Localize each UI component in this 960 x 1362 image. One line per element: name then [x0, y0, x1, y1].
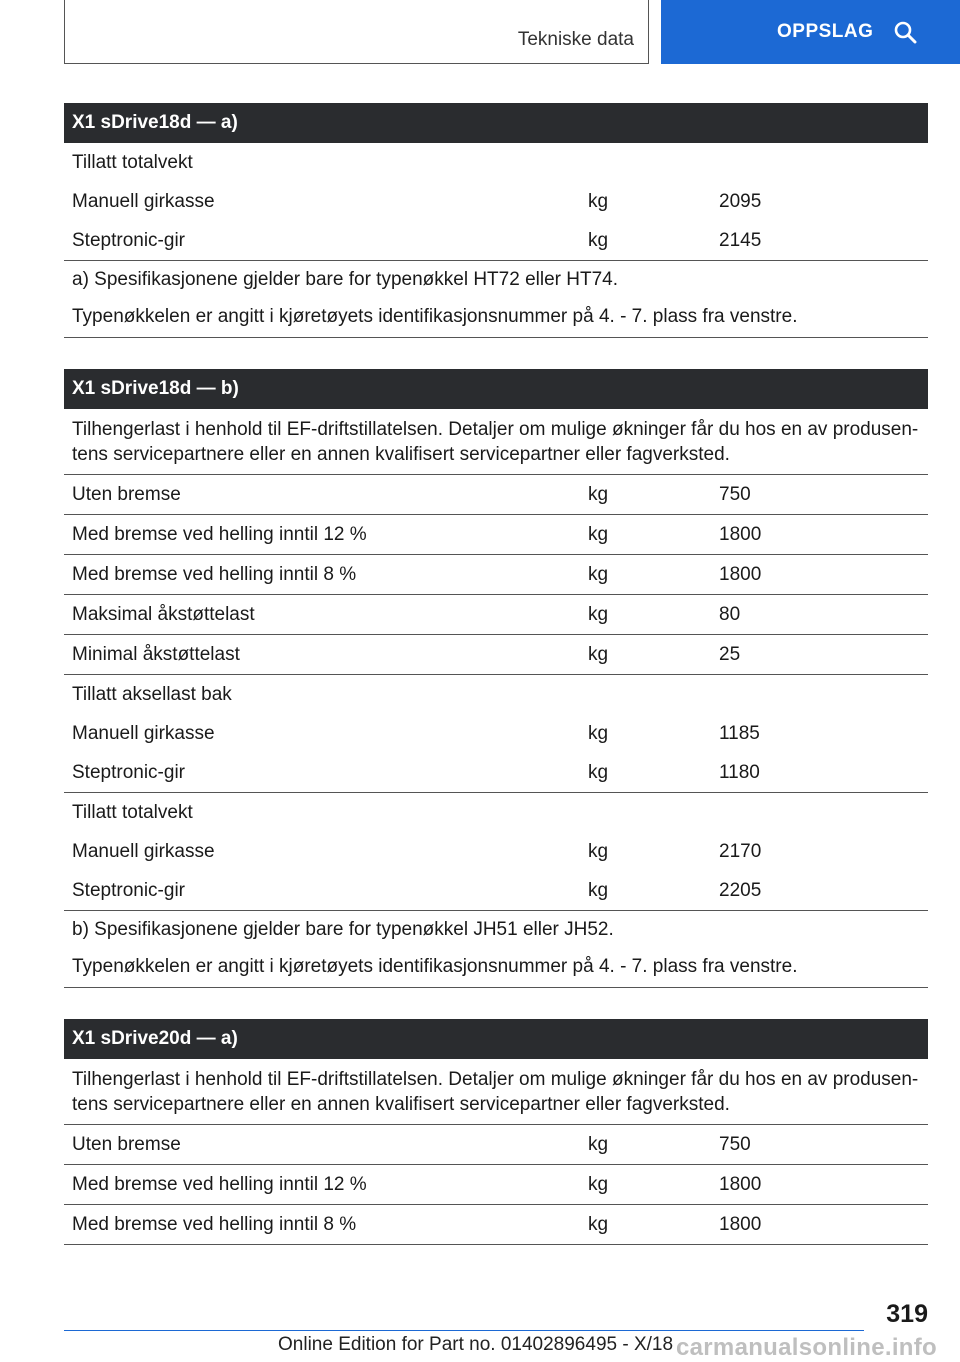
row-label: Steptronic-gir: [72, 879, 185, 901]
table-row: [64, 753, 928, 793]
table-row: [64, 832, 928, 871]
table-row: [64, 515, 928, 555]
row-label: Minimal åkstøttelast: [72, 643, 240, 665]
spec-section: [64, 369, 928, 988]
table-row: [64, 143, 928, 182]
table-row: [64, 871, 928, 911]
row-unit: kg: [588, 1133, 609, 1155]
row-unit: kg: [588, 761, 609, 783]
intro-paragraph: Tilhengerlast i henhold til EF-driftstillatelsen. Detaljer om mulige økninger får du hos en av produsen-tens servicepartnere eller en annen kvalifisert servicepartner eller fagverksted.: [64, 409, 928, 475]
section-heading: X1 sDrive18d — b): [64, 369, 928, 409]
row-value: 1180: [719, 761, 760, 783]
section-heading: X1 sDrive18d — a): [64, 103, 928, 143]
row-unit: kg: [588, 190, 609, 212]
row-unit: kg: [588, 603, 609, 625]
table-row: [64, 221, 928, 261]
row-value: 1185: [719, 722, 760, 744]
footnote-line: b) Spesifikasjonene gjelder bare for typenøkkel JH51 eller JH52.: [72, 919, 614, 940]
row-value: 1800: [719, 1213, 762, 1235]
row-value: 2170: [719, 840, 762, 862]
row-unit: kg: [588, 1213, 609, 1235]
table-row: [64, 1125, 928, 1165]
lookup-label: OPPSLAG: [777, 21, 874, 42]
row-label: Manuell girkasse: [72, 190, 215, 212]
row-value: 1800: [719, 523, 762, 545]
row-value: 2205: [719, 879, 762, 901]
spec-section: [64, 1019, 928, 1245]
row-unit: kg: [588, 563, 609, 585]
row-label: Uten bremse: [72, 1133, 181, 1155]
table-row: [64, 1165, 928, 1205]
row-value: 2145: [719, 229, 762, 251]
row-value: 1800: [719, 1173, 762, 1195]
footnote-line: Typenøkkelen er angitt i kjøretøyets identifikasjonsnummer på 4. - 7. plass fra venstre.: [72, 956, 798, 977]
row-label: Med bremse ved helling inntil 12 %: [72, 1173, 367, 1195]
row-unit: kg: [588, 229, 609, 251]
row-label: Tillatt totalvekt: [72, 801, 193, 823]
footnote: [64, 911, 928, 988]
search-icon: [893, 20, 917, 44]
spec-section: [64, 103, 928, 338]
footnote: [64, 261, 928, 338]
row-unit: kg: [588, 483, 609, 505]
table-row: [64, 793, 928, 832]
row-label: Steptronic-gir: [72, 229, 185, 251]
table-row: [64, 475, 928, 515]
row-unit: kg: [588, 643, 609, 665]
row-label: Uten bremse: [72, 483, 181, 505]
intro-paragraph: Tilhengerlast i henhold til EF-driftstillatelsen. Detaljer om mulige økninger får du hos en av produsen-tens servicepartnere eller en annen kvalifisert servicepartner eller fagverksted.: [64, 1059, 928, 1125]
table-row: [64, 675, 928, 714]
row-label: Manuell girkasse: [72, 840, 215, 862]
row-label: Med bremse ved helling inntil 12 %: [72, 523, 367, 545]
table-row: [64, 555, 928, 595]
table-row: [64, 1205, 928, 1245]
footnote-line: a) Spesifikasjonene gjelder bare for typenøkkel HT72 eller HT74.: [72, 269, 618, 290]
row-unit: kg: [588, 1173, 609, 1195]
row-unit: kg: [588, 722, 609, 744]
row-unit: kg: [588, 879, 609, 901]
row-unit: kg: [588, 523, 609, 545]
edition-text: Online Edition for Part no. 01402896495 - X/18: [278, 1334, 674, 1355]
row-label: Maksimal åkstøttelast: [72, 603, 255, 625]
row-value: 750: [719, 483, 751, 505]
row-unit: kg: [588, 840, 609, 862]
row-value: 80: [719, 603, 741, 625]
row-label: Tillatt totalvekt: [72, 151, 193, 173]
page-number: 319: [886, 1300, 928, 1328]
row-value: 25: [719, 643, 741, 665]
spec-content: [64, 103, 928, 1276]
table-row: [64, 714, 928, 753]
row-value: 750: [719, 1133, 751, 1155]
footnote-line: Typenøkkelen er angitt i kjøretøyets identifikasjonsnummer på 4. - 7. plass fra venstre.: [72, 306, 798, 327]
section-heading: X1 sDrive20d — a): [64, 1019, 928, 1059]
footer-divider: [64, 1330, 864, 1331]
row-label: Tillatt aksellast bak: [72, 683, 232, 705]
table-row: [64, 182, 928, 221]
table-row: [64, 635, 928, 675]
watermark: carmanualsonline.info: [676, 1334, 938, 1361]
section-title: Tekniske data: [517, 29, 634, 50]
row-label: Manuell girkasse: [72, 722, 215, 744]
row-label: Med bremse ved helling inntil 8 %: [72, 1213, 357, 1235]
header-section-box: [64, 0, 649, 64]
table-row: [64, 595, 928, 635]
row-label: Steptronic-gir: [72, 761, 185, 783]
row-label: Med bremse ved helling inntil 8 %: [72, 563, 357, 585]
lookup-button[interactable]: [661, 0, 960, 64]
row-value: 2095: [719, 190, 762, 212]
row-value: 1800: [719, 563, 762, 585]
